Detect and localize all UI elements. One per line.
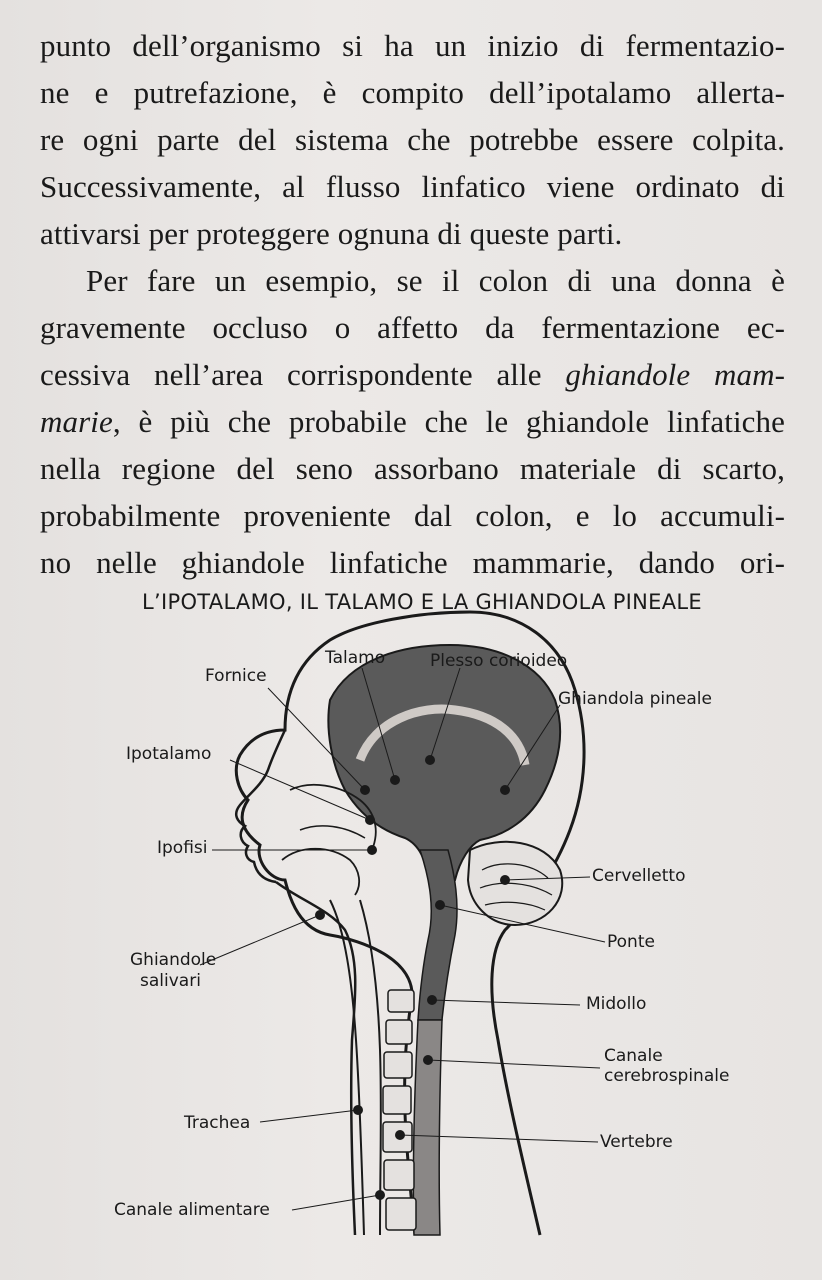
label-vertebre: Vertebre — [600, 1132, 673, 1152]
vertebra — [384, 1052, 412, 1078]
leader-trachea — [260, 1110, 358, 1122]
label-ghiandole-salivari-2: salivari — [140, 971, 201, 991]
label-fornice: Fornice — [205, 666, 267, 686]
text-line: Successivamente, al flusso linfatico viene ordinato di — [40, 169, 785, 204]
label-midollo: Midollo — [586, 994, 647, 1014]
text-line: probabilmente proveniente dal colon, e lo accumuli- — [40, 498, 785, 533]
text-line: re ogni parte del sistema che potrebbe essere colpita. — [40, 122, 785, 157]
vertebra — [384, 1160, 414, 1190]
leader-midollo — [432, 1000, 580, 1005]
brainstem — [418, 850, 457, 1020]
label-canale-alimentare: Canale alimentare — [114, 1200, 270, 1220]
label-trachea: Trachea — [184, 1113, 251, 1133]
leader-salivari — [200, 915, 320, 965]
leader-canale — [428, 1060, 600, 1068]
label-ghiandole-salivari-1: Ghiandole — [130, 950, 217, 970]
emphasis-text: marie — [40, 404, 113, 439]
label-plesso-corioideo: Plesso corioideo — [430, 651, 568, 671]
spinal-cord — [413, 1020, 442, 1235]
label-canale-cerebrospinale-2: cerebrospinale — [604, 1066, 730, 1086]
text-line: punto dell’organismo si ha un inizio di fermentazio- — [40, 28, 785, 63]
text-line: Per fare un esempio, se il colon di una donna è — [86, 263, 785, 298]
text-line: ne e putrefazione, è compito dell’ipotalamo allerta- — [40, 75, 785, 110]
vertebra — [386, 1198, 416, 1230]
text-line: attivarsi per proteggere ognuna di queste parti. — [40, 216, 623, 251]
figure-title: L’IPOTALAMO, IL TALAMO E LA GHIANDOLA PINEALE — [142, 590, 702, 614]
label-ponte: Ponte — [607, 932, 655, 952]
label-ipofisi: Ipofisi — [157, 838, 208, 858]
vertebra — [386, 1020, 412, 1044]
label-canale-cerebrospinale-1: Canale — [604, 1046, 663, 1066]
text-fragment: , è più che probabile che le ghiandole linfatiche — [112, 404, 785, 439]
text-fragment: cessiva nell’area corrispondente alle — [40, 357, 566, 392]
label-ipotalamo: Ipotalamo — [126, 744, 212, 764]
palate — [300, 826, 365, 838]
vertebra — [388, 990, 414, 1012]
label-ghiandola-pineale: Ghiandola pineale — [558, 689, 712, 709]
emphasis-text: ghiandole mam- — [565, 357, 786, 392]
trachea-tube — [330, 900, 364, 1235]
vertebra — [383, 1086, 411, 1114]
tongue — [282, 849, 359, 895]
text-line: gravemente occluso o affetto da fermentazione ec- — [40, 310, 785, 345]
neck-front — [276, 882, 355, 1235]
text-line: nella regione del seno assorbano materiale di scarto, — [40, 451, 785, 486]
label-talamo: Talamo — [325, 648, 386, 668]
label-cervelletto: Cervelletto — [592, 866, 686, 886]
leader-alimentare — [292, 1195, 380, 1210]
text-line: no nelle ghiandole linfatiche mammarie, dando ori- — [40, 545, 785, 580]
